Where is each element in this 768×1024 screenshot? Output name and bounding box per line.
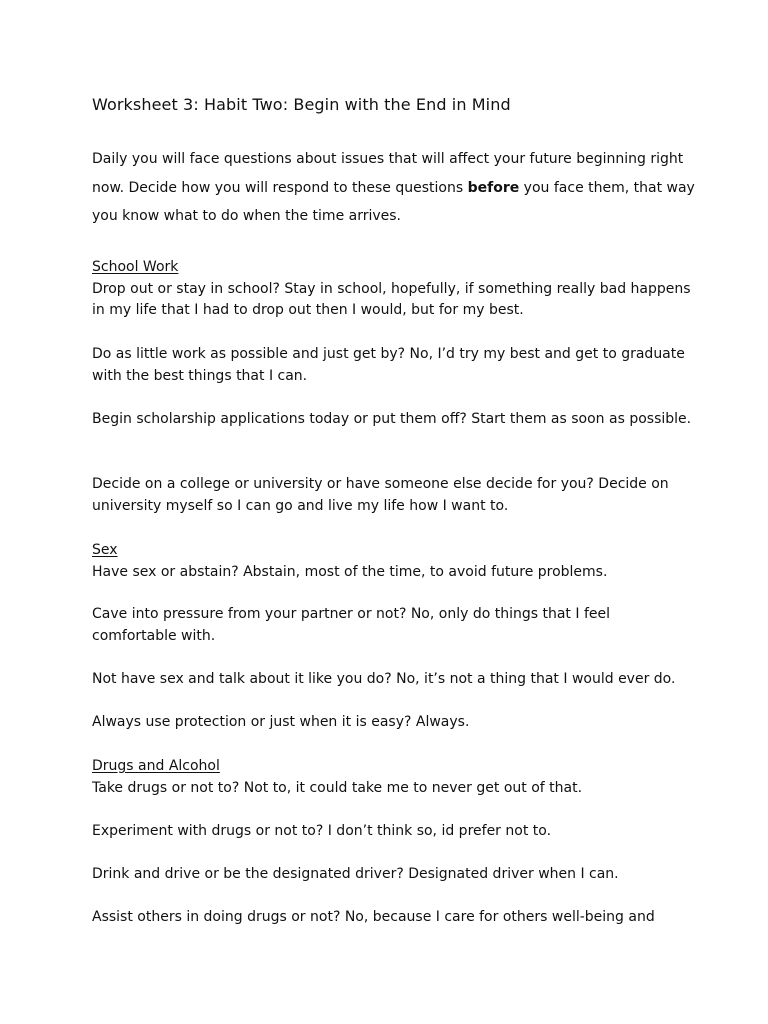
school-work-q1: Drop out or stay in school? Stay in school, hopefully, if something really bad happens in my life that I had to drop out then I would, but for my best. (92, 280, 691, 318)
sex-q4: Always use protection or just when it is easy? Always. (92, 714, 470, 730)
page-title: Worksheet 3: Habit Two: Begin with the End in Mind (92, 95, 511, 114)
intro-text-end: you face them, that way you know what to do when the time arrives. (92, 179, 695, 224)
sex-q1: Have sex or abstain? Abstain, most of the time, to avoid future problems. (92, 563, 608, 580)
drugs-q4: Assist others in doing drugs or not? No, because I care for others well-being and (92, 909, 655, 925)
sex-q2: Cave into pressure from your partner or not? No, only do things that I feel comfortable with. (92, 606, 610, 644)
intro-text-start: Daily you will face questions about issues that will affect your future beginning right now. Decide how you will respond to these questions (92, 151, 684, 196)
section-heading-school-work: School Work (92, 259, 179, 275)
sex-q3: Not have sex and talk about it like you do? No, it’s not a thing that I would ever do. (92, 671, 676, 687)
drugs-heading-block (92, 756, 692, 799)
drugs-q2: Experiment with drugs or not to? I don’t think so, id prefer not to. (92, 823, 552, 839)
intro-emphasis: before (467, 179, 520, 196)
school-work-heading-block (92, 257, 692, 322)
school-work-q3: Begin scholarship applications today or put them off? Start them as soon as possible. (92, 411, 692, 427)
school-work-q4: Decide on a college or university or have someone else decide for you? Decide on university myself so I can go and live my life how I want to. (92, 476, 669, 514)
section-heading-drugs-alcohol: Drugs and Alcohol (92, 758, 220, 774)
school-work-q2: Do as little work as possible and just get by? No, I’d try my best and get to graduate with the best things that I can. (92, 346, 685, 384)
drugs-q3: Drink and drive or be the designated driver? Designated driver when I can. (92, 866, 619, 882)
drugs-q1: Take drugs or not to? Not to, it could take me to never get out of that. (92, 779, 583, 796)
sex-heading-block (92, 540, 692, 583)
intro-paragraph (92, 145, 712, 231)
section-heading-sex: Sex (92, 542, 118, 558)
